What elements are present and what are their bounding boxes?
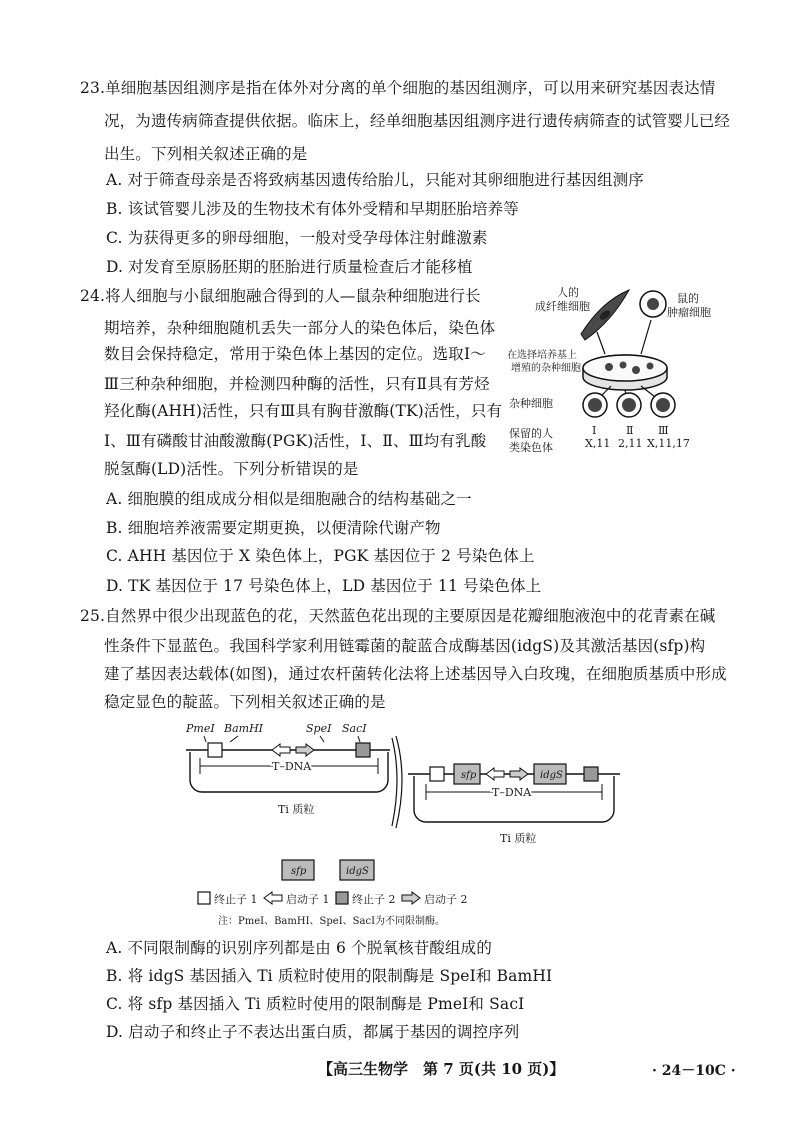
legend-promoter-1-icon bbox=[264, 892, 282, 904]
right-plasmid-label: Ti 质粒 bbox=[500, 832, 537, 845]
legend-promoter-2-icon bbox=[402, 892, 420, 904]
q25-option-c: C. 将 sfp 基因插入 Ti 质粒时使用的限制酶是 PmeⅠ和 SacⅠ bbox=[106, 995, 525, 1013]
retained-label-1: 保留的人 bbox=[509, 427, 553, 440]
q23-stem-line-3: 出生。下列相关叙述正确的是 bbox=[104, 145, 308, 163]
legend-promoter-1: 启动子 1 bbox=[286, 893, 330, 906]
q24-stem-line-1: 24.将人细胞与小鼠细胞融合得到的人—鼠杂种细胞进行长 bbox=[80, 287, 481, 305]
figure-note: 注：PmeⅠ、BamHⅠ、SpeⅠ、SacⅠ为不同限制酶。 bbox=[218, 916, 446, 927]
mouse-tumor-cell bbox=[640, 291, 666, 317]
right-plasmid-loop bbox=[414, 776, 614, 822]
human-to-dish-arrow bbox=[597, 332, 605, 354]
right-idgs-label: idgS bbox=[540, 770, 563, 781]
q25-stem-line-3: 建了基因表达载体(如图)，通过农杆菌转化法将上述基因导入白玫瑰，在细胞质基质中形成 bbox=[104, 665, 727, 683]
hybrid-cell-i bbox=[583, 393, 607, 417]
hybrid-cell-label: 杂种细胞 bbox=[509, 397, 553, 410]
left-tdna-label: T–DNA bbox=[272, 760, 312, 773]
legend-terminator-2: 终止子 2 bbox=[352, 893, 396, 906]
right-terminator-2 bbox=[584, 767, 598, 781]
q24-stem-line-7: 脱氢酶(LD)活性。下列分析错误的是 bbox=[104, 460, 359, 478]
human-fibroblast-cell bbox=[581, 290, 629, 340]
right-tdna-label: T–DNA bbox=[492, 786, 532, 799]
right-sfp-label: sfp bbox=[461, 770, 477, 781]
vector-construction-figure bbox=[180, 718, 630, 940]
hybrid-cell-iii bbox=[651, 393, 675, 417]
mouse-cell-label-1: 鼠的 bbox=[677, 292, 699, 305]
legend-promoter-2: 启动子 2 bbox=[424, 893, 468, 906]
q24-option-b: B. 细胞培养液需要定期更换，以便清除代谢产物 bbox=[106, 519, 441, 537]
footer-page-info: 【高三生物学 第 7 页(共 10 页)】 bbox=[318, 1060, 565, 1078]
q24-option-c: C. AHH 基因位于 X 染色体上，PGK 基因位于 2 号染色体上 bbox=[106, 547, 535, 565]
q24-stem-line-5: 羟化酶(AHH)活性，只有Ⅲ具有胸苷激酶(TK)活性，只有 bbox=[104, 402, 503, 420]
human-cell-label-1: 人的 bbox=[557, 286, 579, 299]
saci-label: SacⅠ bbox=[342, 722, 367, 735]
q25-option-d: D. 启动子和终止子不表达出蛋白质，都属于基因的调控序列 bbox=[106, 1023, 520, 1041]
spei-pointer bbox=[320, 736, 324, 742]
right-promoter-1 bbox=[486, 768, 504, 780]
hybrid-ii-roman: Ⅱ bbox=[626, 424, 634, 437]
q25-stem-line-2: 性条件下显蓝色。我国科学家利用链霉菌的靛蓝合成酶基因(idgS)及其激活基因(sfp)构 bbox=[104, 637, 706, 655]
q24-stem-line-3: 数目会保持稳定，常用于染色体上基因的定位。选取Ⅰ～ bbox=[104, 345, 486, 363]
left-promoter-1 bbox=[272, 744, 290, 756]
pmei-label: PmeⅠ bbox=[186, 722, 215, 735]
culture-dish bbox=[583, 355, 667, 390]
cell-fusion-figure bbox=[505, 282, 715, 457]
hybrid-cell-ii bbox=[617, 393, 641, 417]
legend-terminator-1-icon bbox=[198, 892, 210, 904]
q25-stem-line-4: 稳定显色的靛蓝。下列相关叙述正确的是 bbox=[104, 693, 386, 711]
saci-pointer bbox=[358, 736, 360, 742]
q23-stem-line-1: 23.单细胞基因组测序是指在体外对分离的单个细胞的基因组测序，可以用来研究基因表达情 bbox=[80, 79, 716, 97]
legend-terminator-1: 终止子 1 bbox=[214, 893, 258, 906]
human-cell-label-2: 成纤维细胞 bbox=[535, 300, 590, 313]
hybrid-iii-roman: Ⅲ bbox=[658, 424, 669, 437]
free-idgs-label: idgS bbox=[346, 866, 369, 877]
retained-label-2: 类染色体 bbox=[509, 441, 553, 454]
bamhi-label: BamHⅠ bbox=[224, 722, 264, 735]
pmei-pointer bbox=[204, 736, 206, 742]
hybrid-iii-chromosomes: X,11,17 bbox=[647, 437, 690, 450]
left-terminator-2 bbox=[356, 743, 370, 757]
q24-option-a: A. 细胞膜的组成成分相似是细胞融合的结构基础之一 bbox=[106, 490, 472, 508]
q24-stem-line-2: 期培养，杂种细胞随机丢失一部分人的染色体后，染色体 bbox=[104, 319, 496, 337]
hybrid-i-chromosomes: X,11 bbox=[585, 437, 611, 450]
dish-label-1: 在选择培养基上 bbox=[507, 350, 577, 361]
spei-label: SpeⅠ bbox=[306, 722, 332, 735]
legend-terminator-2-icon bbox=[336, 892, 348, 904]
bamhi-pointer bbox=[230, 736, 238, 742]
right-terminator-1 bbox=[430, 767, 444, 781]
mouse-to-dish-arrow bbox=[641, 320, 651, 354]
q23-stem-line-2: 况，为遗传病筛查提供依据。临床上，经单细胞基因组测序进行遗传病筛查的试管婴儿已经 bbox=[104, 112, 731, 130]
q24-stem-line-6: Ⅰ、Ⅲ有磷酸甘油酸激酶(PGK)活性，Ⅰ、Ⅱ、Ⅲ均有乳酸 bbox=[104, 432, 487, 450]
q25-option-a: A. 不同限制酶的识别序列都是由 6 个脱氧核苷酸组成的 bbox=[106, 939, 492, 957]
bracket-left bbox=[392, 738, 397, 826]
q23-option-b: B. 该试管婴儿涉及的生物技术有体外受精和早期胚胎培养等 bbox=[106, 200, 519, 218]
q24-stem-line-4: Ⅲ三种杂种细胞，并检测四种酶的活性，只有Ⅱ具有芳烃 bbox=[104, 375, 490, 393]
left-terminator-1 bbox=[208, 743, 222, 757]
hybrid-i-roman: Ⅰ bbox=[592, 424, 597, 437]
footer-code: · 24－10C · bbox=[652, 1063, 736, 1079]
q23-option-c: C. 为获得更多的卵母细胞，一般对受孕母体注射雌激素 bbox=[106, 229, 488, 247]
q25-option-b: B. 将 idgS 基因插入 Ti 质粒时使用的限制酶是 SpeⅠ和 BamHⅠ bbox=[106, 967, 553, 985]
q24-option-d: D. TK 基因位于 17 号染色体上，LD 基因位于 11 号染色体上 bbox=[106, 577, 542, 595]
mouse-cell-label-2: 肿瘤细胞 bbox=[667, 306, 711, 319]
left-promoter-2 bbox=[296, 744, 314, 756]
q23-option-d: D. 对发育至原肠胚期的胚胎进行质量检查后才能移植 bbox=[106, 258, 473, 276]
free-sfp-label: sfp bbox=[291, 866, 307, 877]
hybrid-ii-chromosomes: 2,11 bbox=[618, 437, 643, 450]
left-plasmid-label: Ti 质粒 bbox=[278, 803, 315, 816]
dish-label-2: 增殖的杂种细胞 bbox=[511, 363, 581, 374]
q23-option-a: A. 对于筛查母亲是否将致病基因遗传给胎儿，只能对其卵细胞进行基因组测序 bbox=[106, 171, 644, 189]
page-footer bbox=[0, 1058, 800, 1082]
q25-stem-line-1: 25.自然界中很少出现蓝色的花，天然蓝色花出现的主要原因是花瓣细胞液泡中的花青素在碱 bbox=[80, 607, 716, 625]
right-promoter-2 bbox=[510, 768, 528, 780]
